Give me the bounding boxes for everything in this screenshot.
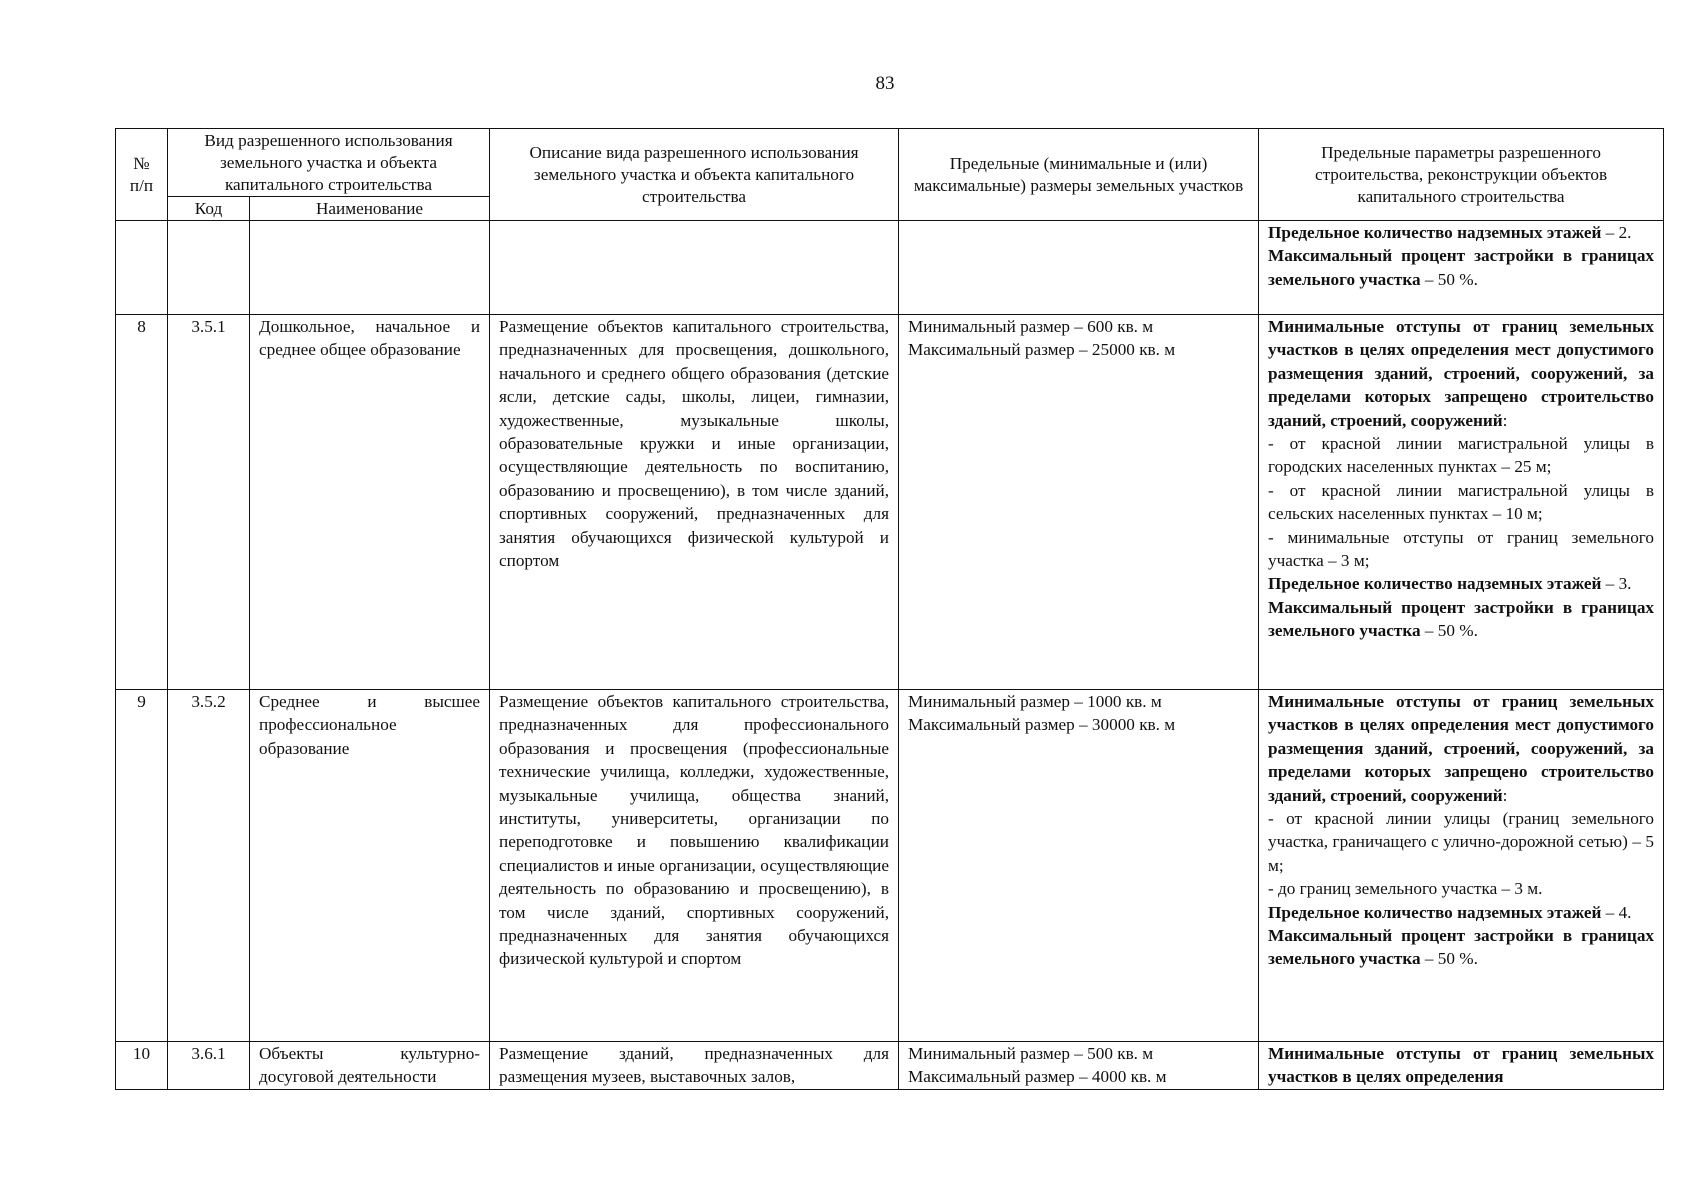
param-bold: Предельное количество надземных этажей — [1268, 574, 1602, 594]
param-tail: – 50 %. — [1420, 949, 1478, 969]
table-row — [116, 690, 1664, 1042]
cell-sizes — [899, 1042, 1259, 1090]
cell-name: Объекты культурно-досуговой деятельности — [250, 1042, 490, 1090]
size-max: Максимальный размер – 30000 кв. м — [908, 715, 1176, 735]
cell-description — [490, 221, 899, 315]
cell-description: Размещение зданий, предназначенных для размещения музеев, выставочных залов, — [490, 1042, 899, 1090]
land-use-table — [115, 128, 1664, 1090]
param-plain: - от красной линии магистральной улицы в сельских населенных пунктах – 10 м; — [1268, 480, 1655, 524]
cell-description: Размещение объектов капитального строительства, предназначенных для просвещения, дошкольного, начального и среднего общего образования (детские ясли, детские сады, школы, лицеи, гимназии, художественные, музыкальные школы, образовательные кружки и иные организации, осуществляющие деятельность по воспитанию, образованию и просвещению), в том числе зданий, спортивных сооружений, предназначенных для занятия обучающихся физической культурой и спортом — [490, 315, 899, 690]
header-sizes: Предельные (минимальные и (или) максимальные) размеры земельных участков — [899, 129, 1259, 221]
param-bold: Максимальный процент застройки в границах земельного участка — [1268, 926, 1655, 969]
cell-code: 3.5.1 — [168, 315, 250, 690]
cell-sizes — [899, 315, 1259, 690]
cell-params — [1259, 1042, 1664, 1090]
header-num: № п/п — [116, 129, 168, 221]
cell-name — [250, 221, 490, 315]
header-name: Наименование — [250, 197, 490, 221]
cell-sizes — [899, 690, 1259, 1042]
table-row — [116, 1042, 1664, 1090]
param-plain: - до границ земельного участка – 3 м. — [1268, 879, 1543, 899]
param-tail: – 4. — [1601, 902, 1632, 922]
cell-num: 8 — [116, 315, 168, 690]
param-plain: - от красной линии магистральной улицы в городских населенных пунктах – 25 м; — [1268, 434, 1655, 477]
size-max: Максимальный размер – 4000 кв. м — [908, 1067, 1167, 1087]
table-body — [116, 221, 1664, 1090]
size-min: Минимальный размер – 500 кв. м — [908, 1044, 1154, 1063]
header-description: Описание вида разрешенного использования земельного участка и объекта капитального строительства — [490, 129, 899, 221]
cell-name: Среднее и высшее профессиональное образование — [250, 690, 490, 1042]
cell-code: 3.5.2 — [168, 690, 250, 1042]
page-number: 83 — [875, 73, 895, 94]
param-plain: - минимальные отступы от границ земельного участка – 3 м; — [1268, 527, 1655, 571]
table-row — [116, 315, 1664, 690]
param-tail: – 3. — [1601, 574, 1632, 594]
cell-description: Размещение объектов капитального строительства, предназначенных для профессионального образования и просвещения (профессиональные технические училища, колледжи, художественные, музыкальные училища, общества знаний, институты, университеты, организации по переподготовке и повышению квалификации специалистов и иные организации, осуществляющие деятельность по образованию и просвещению), в том числе зданий, спортивных сооружений, предназначенных для занятия обучающихся физической культурой и спортом — [490, 690, 899, 1042]
param-tail: : — [1502, 785, 1508, 805]
cell-params — [1259, 315, 1664, 690]
table-row — [116, 221, 1664, 315]
param-tail: : — [1502, 410, 1508, 430]
header-row — [116, 129, 1664, 197]
cell-code — [168, 221, 250, 315]
param-tail: – 50 %. — [1420, 621, 1478, 641]
cell-params — [1259, 690, 1664, 1042]
cell-sizes — [899, 221, 1259, 315]
param-tail: – 2. — [1601, 223, 1632, 242]
cell-num — [116, 221, 168, 315]
param-bold: Максимальный процент застройки в границах земельного участка — [1268, 597, 1655, 641]
cell-num: 10 — [116, 1042, 168, 1090]
cell-num: 9 — [116, 690, 168, 1042]
param-bold: Минимальные отступы от границ земельных участков в целях определения мест допустимого размещения зданий, строений, сооружений, за пределами которых запрещено строительство зданий, строений, сооружений — [1268, 317, 1655, 430]
param-bold: Минимальные отступы от границ земельных участков в целях определения — [1268, 1044, 1655, 1087]
header-vid-group: Вид разрешенного использования земельного участка и объекта капитального строительства — [168, 129, 490, 197]
param-tail: – 50 %. — [1420, 269, 1478, 289]
param-plain: - от красной линии улицы (границ земельного участка, граничащего с улично-дорожной сетью) – 5 м; — [1268, 809, 1655, 875]
size-max: Максимальный размер – 25000 кв. м — [908, 340, 1176, 360]
param-bold: Предельное количество надземных этажей — [1268, 902, 1602, 922]
header-params: Предельные параметры разрешенного строительства, реконструкции объектов капитального строительства — [1259, 129, 1664, 221]
param-bold: Предельное количество надземных этажей — [1268, 223, 1602, 242]
header-code: Код — [168, 197, 250, 221]
cell-name: Дошкольное, начальное и среднее общее образование — [250, 315, 490, 690]
size-min: Минимальный размер – 600 кв. м — [908, 317, 1154, 336]
param-bold: Максимальный процент застройки в границах земельного участка — [1268, 246, 1655, 289]
cell-code: 3.6.1 — [168, 1042, 250, 1090]
param-bold: Минимальные отступы от границ земельных участков в целях определения мест допустимого размещения зданий, строений, сооружений, за пределами которых запрещено строительство зданий, строений, сооружений — [1268, 692, 1655, 805]
size-min: Минимальный размер – 1000 кв. м — [908, 692, 1162, 711]
cell-params — [1259, 221, 1664, 315]
